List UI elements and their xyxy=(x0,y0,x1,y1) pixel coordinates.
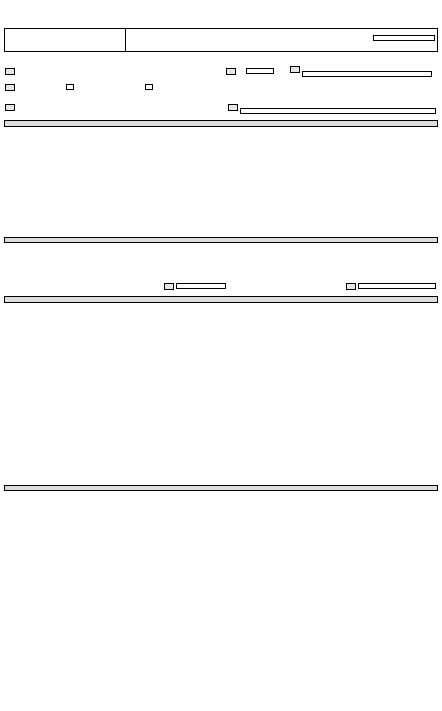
anio-field[interactable] xyxy=(246,68,274,74)
compras-header xyxy=(4,296,438,303)
comprob-anulados-field[interactable] xyxy=(358,283,436,289)
sem-opt2-box[interactable] xyxy=(145,84,153,90)
sem-code xyxy=(5,84,15,91)
ruc-code xyxy=(5,104,15,111)
ventas-header xyxy=(4,120,438,127)
mes-code xyxy=(5,68,15,75)
sem-opt1-box[interactable] xyxy=(66,84,74,90)
form-number-field[interactable] xyxy=(373,35,435,41)
liquidacion-header xyxy=(4,237,438,243)
comprob-emitidos-code xyxy=(164,283,174,290)
razon-code xyxy=(228,104,238,111)
razon-field[interactable] xyxy=(240,108,436,114)
comprob-anulados-code xyxy=(346,283,356,290)
resumen-header xyxy=(4,485,438,491)
header-divider xyxy=(125,28,126,52)
anio-code xyxy=(226,68,236,75)
comprob-emitidos-field[interactable] xyxy=(176,283,226,289)
sust-field[interactable] xyxy=(302,71,432,77)
sust-code xyxy=(290,66,300,73)
